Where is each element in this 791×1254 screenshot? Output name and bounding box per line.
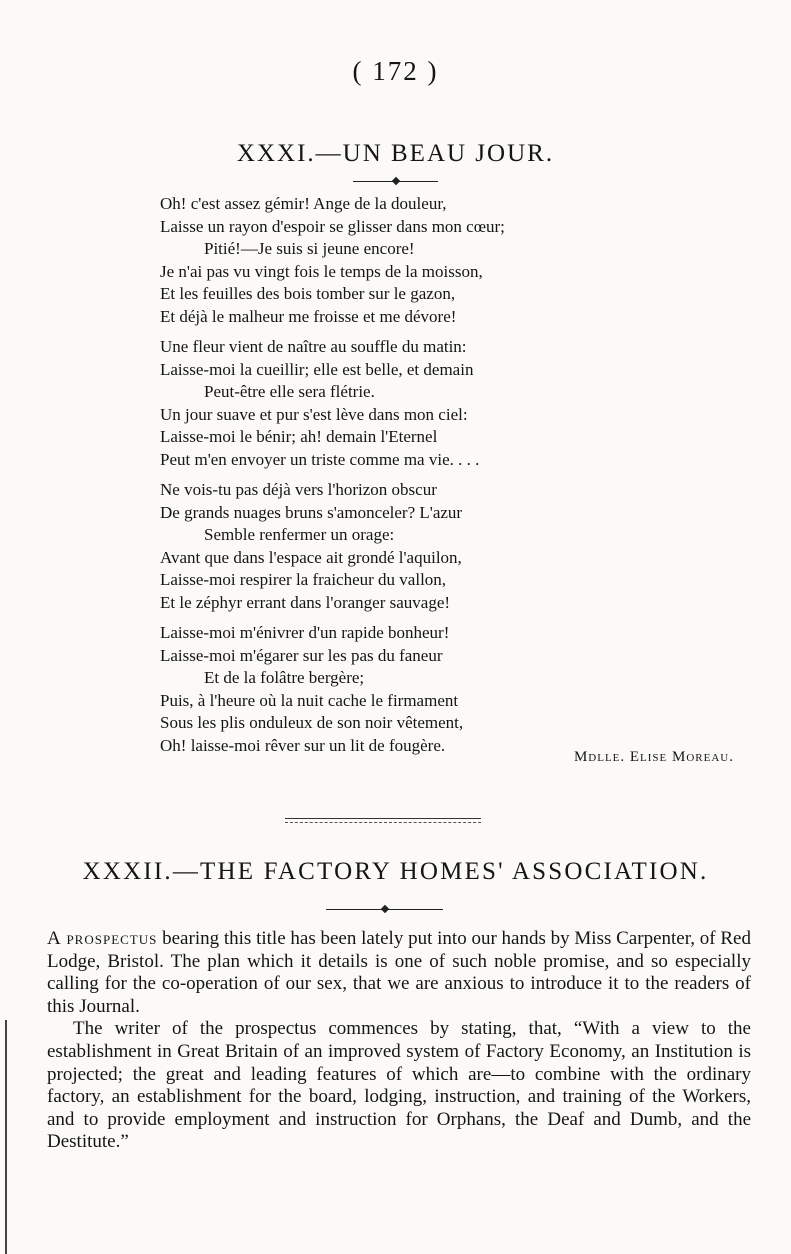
heading-ornament: [326, 909, 443, 910]
poem-line: Je n'ai pas vu vingt fois le temps de la moisson,: [160, 261, 483, 281]
poem-line: De grands nuages bruns s'amonceler? L'azur: [160, 502, 463, 522]
poem-line: Laisse-moi m'égarer sur les pas du faneur: [160, 645, 443, 665]
poem-line: Laisse-moi le bénir; ah! demain l'Eternel: [160, 427, 438, 446]
poem-stanza: [160, 622, 630, 757]
poem-stanza: [160, 193, 630, 328]
poem-line: Oh! laisse-moi rêver sur un lit de fougère.: [160, 735, 446, 755]
heading-ornament: [353, 181, 438, 182]
article-paragraph: [47, 928, 751, 1018]
poem-line: Puis, à l'heure où la nuit cache le firmament: [160, 690, 459, 710]
poem-line: Et les feuilles des bois tomber sur le gazon,: [160, 284, 456, 303]
poem-line: Avant que dans l'espace ait grondé l'aquilon,: [160, 547, 462, 567]
poem-line: Une fleur vient de naître au souffle du matin:: [160, 337, 467, 356]
article-heading: XXXII.—THE FACTORY HOMES' ASSOCIATION.: [82, 858, 709, 885]
paragraph-lead: A prospectus: [47, 928, 158, 949]
poem-line: Et le zéphyr errant dans l'oranger sauvage!: [160, 592, 451, 612]
poem-stanza: [160, 479, 630, 614]
poem-line: Oh! c'est assez gémir! Ange de la douleur,: [160, 194, 447, 213]
poem-line: Sous les plis onduleux de son noir vêtement,: [160, 713, 464, 732]
section-divider: [285, 822, 481, 823]
poem-line: Semble renfermer un orage:: [204, 525, 395, 544]
poem-line: Et déjà le malheur me froisse et me dévore!: [160, 306, 457, 326]
poem-line: Un jour suave et pur s'est lève dans mon ciel:: [160, 404, 468, 424]
article-paragraph: The writer of the prospectus commences by stating, that, “With a view to the establishment in Great Britain of an improved system of Factory Economy, an Institution is projected; the great and leading features of which are—to combine with the ordinary factory, an establishment for the board, lodging, instruction, and training of the Workers, and to provide employment and instruction for Orphans, the Deaf and Dumb, and the Destitute.”: [47, 1018, 751, 1153]
poem-heading: XXXI.—UN BEAU JOUR.: [236, 140, 555, 167]
paragraph-text: bearing this title has been lately put into our hands by Miss Carpenter, of Red Lodge, Bristol. The plan which it details is one of such noble promise, and so especially calling for the co-operation of our sex, that we are anxious to introduce it to the readers of this Journal.: [47, 928, 751, 1017]
poem-line: Et de la folâtre bergère;: [204, 668, 365, 687]
scan-margin-line: [5, 1020, 7, 1254]
poem-line: Peut m'en envoyer un triste comme ma vie. . . .: [160, 449, 480, 469]
poem-line: Laisse-moi la cueillir; elle est belle, et demain: [160, 359, 474, 379]
page-number: ( 172 ): [352, 56, 439, 86]
poem-stanza: [160, 336, 630, 471]
article-body: [47, 928, 751, 1154]
poem-line: Pitié!—Je suis si jeune encore!: [204, 239, 415, 258]
poem-line: Ne vois-tu pas déjà vers l'horizon obscur: [160, 480, 437, 499]
poem: [160, 193, 630, 765]
poem-line: Laisse un rayon d'espoir se glisser dans mon cœur;: [160, 216, 505, 236]
poem-line: Laisse-moi m'énivrer d'un rapide bonheur!: [160, 623, 450, 642]
poem-line: Peut-être elle sera flétrie.: [204, 382, 375, 401]
poem-line: Laisse-moi respirer la fraicheur du vallon,: [160, 570, 447, 589]
section-divider: [285, 818, 481, 819]
poem-signature: Mdlle. Elise Moreau.: [573, 749, 734, 765]
